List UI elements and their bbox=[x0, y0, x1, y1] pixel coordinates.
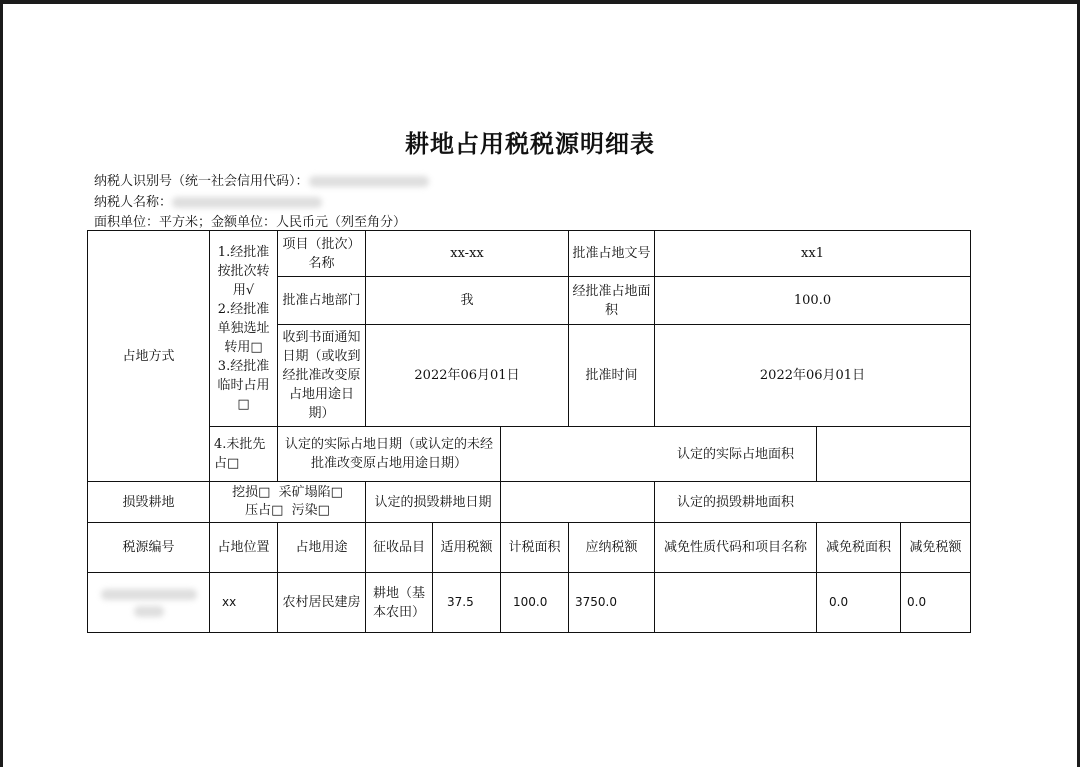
table-row-taxable-area: 100.0 bbox=[513, 595, 548, 609]
approval-doc-label: 批准占地文号 bbox=[572, 246, 651, 261]
approval-dept-label: 批准占地部门 bbox=[282, 293, 361, 308]
col-header-source-id: 税源编号 bbox=[122, 540, 175, 555]
damaged-land-label: 损毁耕地 bbox=[122, 494, 175, 510]
approval-time-label: 批准时间 bbox=[585, 368, 638, 383]
approved-area-label: 经批准占地面积 bbox=[572, 283, 651, 318]
table-border-bottom bbox=[87, 632, 971, 633]
approval-doc-value: xx1 bbox=[801, 246, 824, 261]
damage-date-value bbox=[501, 482, 654, 522]
option-unapproved: 4.未批先占□ bbox=[214, 437, 266, 471]
table-row-relief-area: 0.0 bbox=[829, 595, 849, 609]
table-row-use: 农村居民建房 bbox=[282, 595, 361, 610]
option-separate-site: 2.经批准单独选址转用□ bbox=[217, 302, 270, 355]
col-header-rate: 适用税额 bbox=[440, 540, 493, 555]
col-header-relief-code: 减免性质代码和项目名称 bbox=[663, 540, 807, 555]
col-header-taxable-area: 计税面积 bbox=[508, 540, 561, 555]
damage-area-label: 认定的损毁耕地面积 bbox=[676, 494, 794, 510]
taxpayer-name-label: 纳税人名称： bbox=[94, 195, 173, 210]
taxpayer-id-label: 纳税人识别号（统一社会信用代码）： bbox=[94, 174, 309, 189]
project-name-value: xx-xx bbox=[450, 246, 484, 261]
col-header-relief-amount: 减免税额 bbox=[909, 540, 962, 555]
table-row-tax-payable: 3750.0 bbox=[575, 595, 617, 609]
damage-options bbox=[210, 482, 365, 522]
option-temporary-use: 3.经批准临时占用□ bbox=[217, 359, 270, 412]
table-row-relief-code bbox=[655, 573, 816, 632]
actual-area-label: 认定的实际占地面积 bbox=[676, 446, 794, 462]
table-row-rate: 37.5 bbox=[447, 595, 474, 609]
document-title: 耕地占用税税源明细表 bbox=[405, 130, 655, 158]
notice-date-label: 收到书面通知日期（或收到经批准改变原占地用途日期） bbox=[282, 330, 361, 421]
col-header-location: 占地位置 bbox=[217, 540, 270, 555]
actual-area-value bbox=[817, 427, 970, 481]
table-border-right bbox=[970, 230, 971, 633]
col-header-item: 征收品目 bbox=[372, 540, 425, 555]
col-header-use: 占地用途 bbox=[295, 540, 348, 555]
damage-options-line1: 挖损□ 采矿塌陷□ bbox=[232, 485, 343, 500]
units-note: 面积单位：平方米；金额单位：人民币元（列至角分） bbox=[94, 215, 407, 230]
approved-area-value: 100.0 bbox=[793, 293, 832, 308]
actual-date-value bbox=[501, 427, 654, 481]
damage-area-value bbox=[817, 482, 970, 522]
approval-dept-value: 我 bbox=[460, 293, 474, 308]
actual-date-label: 认定的实际占地日期（或认定的未经批准改变原占地用途日期） bbox=[284, 437, 493, 471]
project-name-label: 项目（批次）名称 bbox=[282, 236, 361, 271]
redacted-source-id bbox=[101, 589, 197, 600]
table-row-relief-amount: 0.0 bbox=[907, 595, 927, 609]
approval-time-value: 2022年06月01日 bbox=[759, 368, 866, 383]
occupation-options bbox=[210, 231, 277, 426]
table-row-source-id bbox=[88, 573, 209, 632]
col-header-relief-area: 减免税面积 bbox=[825, 540, 891, 555]
option-batch-conversion: 1.经批准按批次转用√ bbox=[217, 245, 270, 298]
col-header-tax-payable: 应纳税额 bbox=[585, 540, 638, 555]
damage-options-line2: 压占□ 污染□ bbox=[245, 503, 330, 518]
table-row-location: xx bbox=[222, 595, 237, 609]
occupation-method-label: 占地方式 bbox=[122, 348, 175, 364]
table-row-item: 耕地（基本农田） bbox=[372, 585, 425, 620]
redacted-source-id bbox=[134, 606, 164, 617]
damage-date-label: 认定的损毁耕地日期 bbox=[374, 494, 492, 510]
notice-date-value: 2022年06月01日 bbox=[414, 368, 520, 383]
